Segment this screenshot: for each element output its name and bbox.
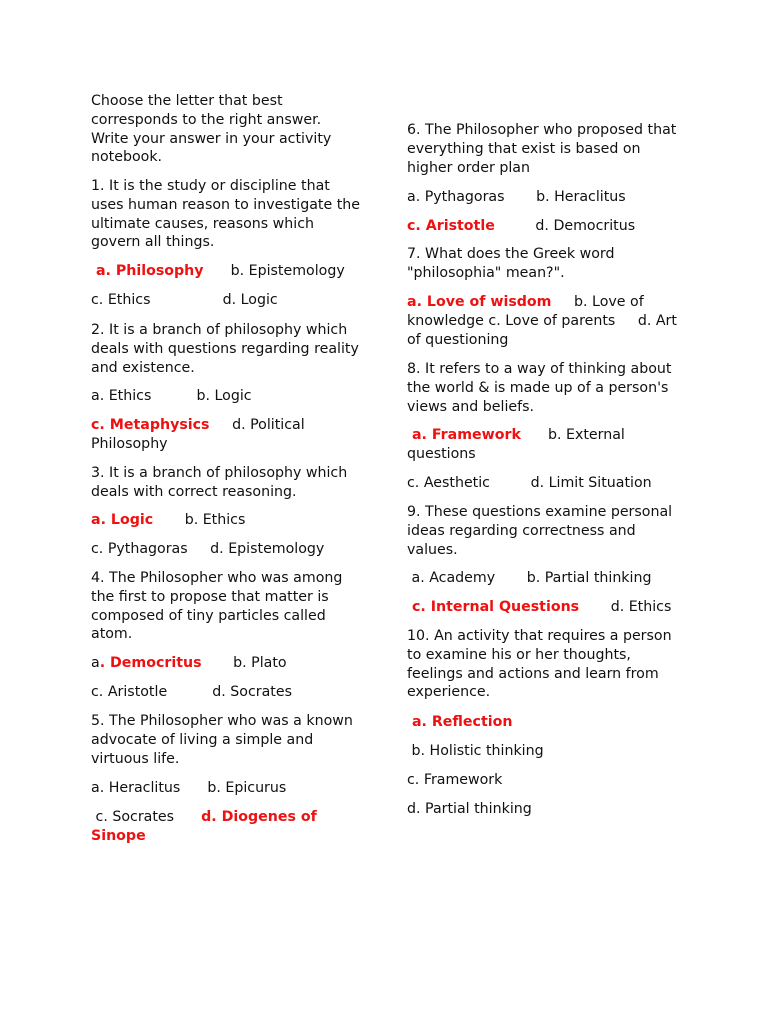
- correct-answer: c. Internal Questions: [407, 599, 580, 615]
- question-6-stem: 6. The Philosopher who proposed that everything that exist is based on higher order plan: [407, 122, 677, 176]
- question-10-options-line: [407, 800, 679, 819]
- instructions: Choose the letter that best corresponds to the right answer. Write your answer in your activity notebook.: [91, 93, 332, 166]
- correct-answer: . Democritus: [99, 655, 202, 671]
- correct-answer: a. Philosophy: [91, 263, 204, 279]
- correct-answer: a. Logic: [91, 512, 154, 528]
- question-6-options-line: [407, 217, 679, 236]
- question-1-stem: 1. It is the study or discipline that uses human reason to investigate the ultimate causes, reasons which govern all things.: [91, 178, 361, 251]
- option-text: b. Love of knowledge c. Love of parents d. Art of questioning: [407, 294, 682, 348]
- correct-answer: c. Metaphysics: [91, 417, 210, 433]
- question-1-options-line: [91, 291, 363, 310]
- question-3-stem: 3. It is a branch of philosophy which deals with correct reasoning.: [91, 465, 348, 500]
- question-9-options-line: [407, 569, 679, 588]
- question-4-options-line: [91, 654, 363, 673]
- question-4-stem: 4. The Philosopher who was among the first to propose that matter is composed of tiny particles called atom.: [91, 570, 343, 643]
- question-10-stem: 10. An activity that requires a person to examine his or her thoughts, feelings and actions and learn from experience.: [407, 628, 672, 701]
- option-text: c. Aesthetic d. Limit Situation: [407, 475, 652, 491]
- option-text: a: [91, 655, 100, 671]
- question-7-stem: 7. What does the Greek word "philosophia" mean?".: [407, 246, 615, 281]
- question-5-stem: 5. The Philosopher who was a known advocate of living a simple and virtuous life.: [91, 713, 353, 767]
- option-text: c. Ethics d. Logic: [91, 292, 278, 308]
- correct-answer: a. Framework: [407, 427, 521, 443]
- question-9-options-line: [407, 598, 679, 617]
- option-text: a. Ethics b. Logic: [91, 388, 252, 404]
- option-text: a. Academy b. Partial thinking: [407, 570, 652, 586]
- question-5-options-line: [91, 779, 363, 798]
- question-3-options-line: [91, 511, 363, 530]
- correct-answer: a. Love of wisdom: [407, 294, 552, 310]
- question-10-options-line: [407, 713, 679, 732]
- question-2-options-line: [91, 416, 363, 454]
- question-2-stem: 2. It is a branch of philosophy which deals with questions regarding reality and existence.: [91, 322, 359, 376]
- question-2-options-line: [91, 387, 363, 406]
- option-text: d. Ethics: [579, 599, 672, 615]
- option-text: b. Plato: [201, 655, 287, 671]
- question-9-stem: 9. These questions examine personal ideas regarding correctness and values.: [407, 504, 673, 558]
- question-8-options-line: [407, 426, 679, 464]
- option-text: b. External questions: [407, 427, 630, 462]
- question-7-options-line: [407, 293, 682, 349]
- question-6-options-line: [407, 188, 679, 207]
- question-1-options-line: [91, 262, 363, 281]
- option-text: a. Pythagoras b. Heraclitus: [407, 189, 626, 205]
- correct-answer: a. Reflection: [407, 714, 513, 730]
- question-8-stem: 8. It refers to a way of thinking about the world & is made up of a person's views and beliefs.: [407, 361, 672, 415]
- option-text: a. Heraclitus b. Epicurus: [91, 780, 287, 796]
- question-10-options-line: [407, 742, 679, 761]
- correct-answer: d. Diogenes of Sinope: [91, 809, 322, 844]
- question-5-options-line: [91, 808, 363, 846]
- option-text: b. Ethics: [153, 512, 246, 528]
- correct-answer: c. Aristotle: [407, 218, 495, 234]
- question-10-options-line: [407, 771, 679, 790]
- option-text: c. Socrates: [91, 809, 202, 825]
- option-text: c. Pythagoras d. Epistemology: [91, 541, 325, 557]
- option-text: d. Partial thinking: [407, 801, 532, 817]
- option-text: b. Epistemology: [203, 263, 345, 279]
- option-text: c. Framework: [407, 772, 503, 788]
- question-8-options-line: [407, 474, 679, 493]
- option-text: d. Political Philosophy: [91, 417, 310, 452]
- question-4-options-line: [91, 683, 363, 702]
- option-text: c. Aristotle d. Socrates: [91, 684, 292, 700]
- option-text: b. Holistic thinking: [407, 743, 544, 759]
- option-text: d. Democritus: [494, 218, 636, 234]
- question-3-options-line: [91, 540, 363, 559]
